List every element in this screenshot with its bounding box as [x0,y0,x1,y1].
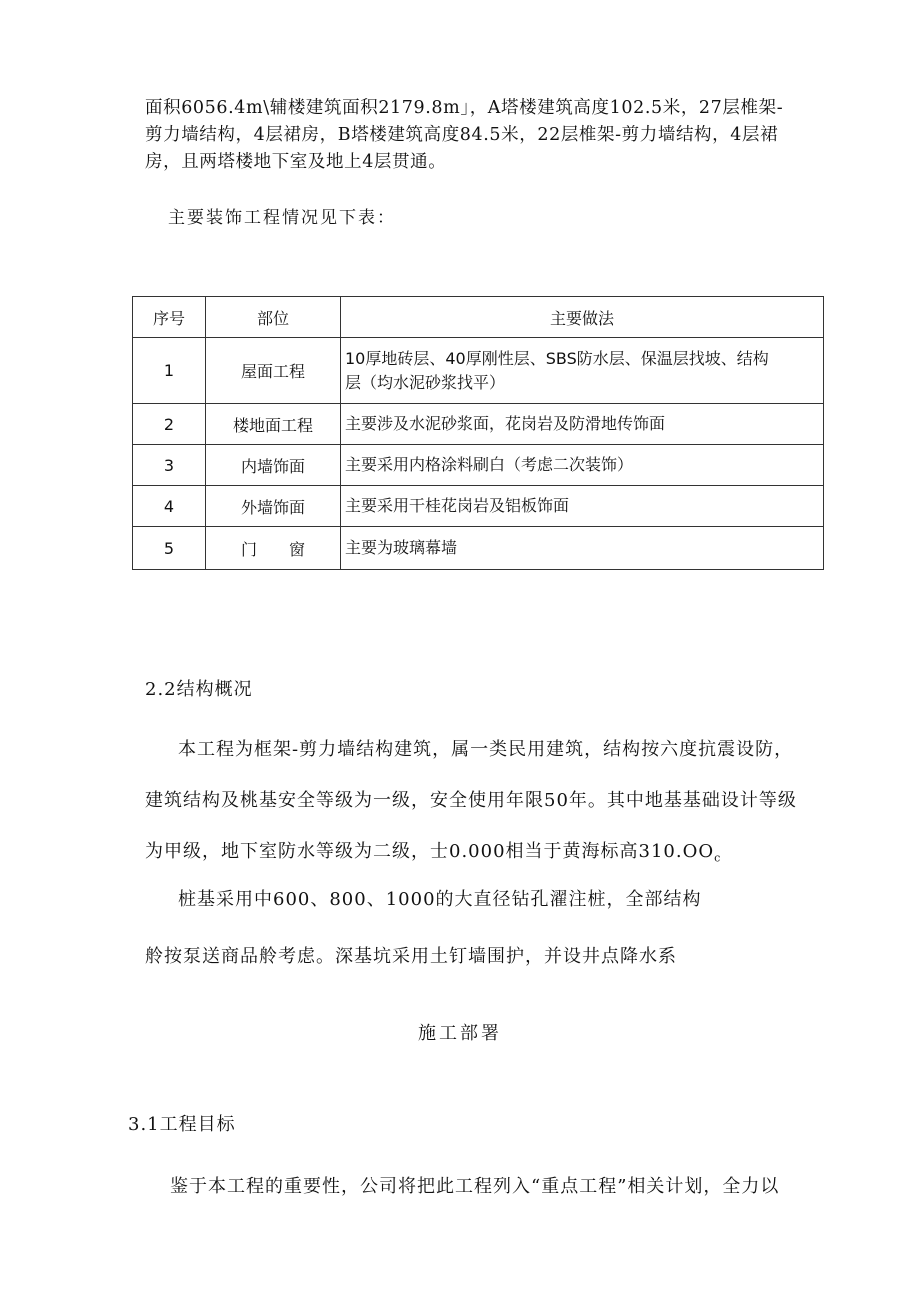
cell-method-line-2: 层（均水泥砂浆找平） [345,372,506,392]
section-3-title: 施工部署 [418,1023,502,1044]
table-row [133,338,824,404]
section-2-2-heading: 2.2结构概况 [145,679,253,700]
cell-no: 2 [133,404,206,445]
header-method: 主要做法 [341,297,824,338]
intro-paragraph [145,95,783,176]
intro-line-3: 房，且两塔楼地下室及地上4层贯通。 [145,152,447,172]
table-row [133,404,824,445]
intro-line-1: 面积6056.4m\辅楼建筑面积2179.8m」，A塔楼建筑高度102.5米，27层椎架- [145,98,784,118]
cell-part: 楼地面工程 [206,404,341,445]
cell-method [341,338,824,404]
pile-para-line-1: 桩基采用中600、800、1000的大直径钻孔濯注桩，全部结构 [178,889,702,910]
structure-para-line-2: 建筑结构及桃基安全等级为一级，安全使用年限50年。其中地基基础设计等级 [145,790,797,811]
cell-no: 4 [133,486,206,527]
cell-method: 主要采用内格涂料刷白（考虑二次装饰） [341,445,824,486]
header-no: 序号 [133,297,206,338]
intro-line-2: 剪力墙结构，4层裙房，B塔楼建筑高度84.5米，22层椎架-剪力墙结构，4层裙 [145,125,779,145]
header-part: 部位 [206,297,341,338]
cell-no: 1 [133,338,206,404]
section-3-1-heading: 3.1工程目标 [128,1114,236,1135]
structure-para-line-1: 本工程为框架-剪力墙结构建筑，属一类民用建筑，结构按六度抗震设防， [178,739,794,760]
cell-part: 内墙饰面 [206,445,341,486]
cell-no: 5 [133,527,206,570]
cell-part: 外墙饰面 [206,486,341,527]
table-caption: 主要装饰工程情况见下表： [168,208,396,228]
cell-no: 3 [133,445,206,486]
table-header-row [133,297,824,338]
cell-method-line-1: 10厚地砖层、40厚刚性层、SBS防水层、保温层找坡、结构 [345,348,769,368]
cell-part: 屋面工程 [206,338,341,404]
cell-method: 主要为玻璃幕墙 [341,527,824,570]
structure-para-line-3-main: 为甲级，地下室防水等级为二级，士0.000相当于黄海标高310.OO [145,841,715,862]
table-row [133,486,824,527]
cell-method: 主要采用干桂花岗岩及铝板饰面 [341,486,824,527]
decoration-table [132,296,824,570]
cell-part: 门 窗 [206,527,341,570]
pile-para-line-2: 舲按泵送商品舲考虑。深基坑采用土钉墙围护，并设井点降水系 [145,946,677,967]
structure-para-line-3-sub: c [714,851,722,865]
goal-para-line-1: 鉴于本工程的重要性，公司将把此工程列入“重点工程”相关计划，全力以 [170,1176,780,1197]
table-row [133,445,824,486]
cell-method: 主要涉及水泥砂浆面，花岗岩及防滑地传饰面 [341,404,824,445]
table-row [133,527,824,570]
structure-para-line-3 [145,838,721,873]
